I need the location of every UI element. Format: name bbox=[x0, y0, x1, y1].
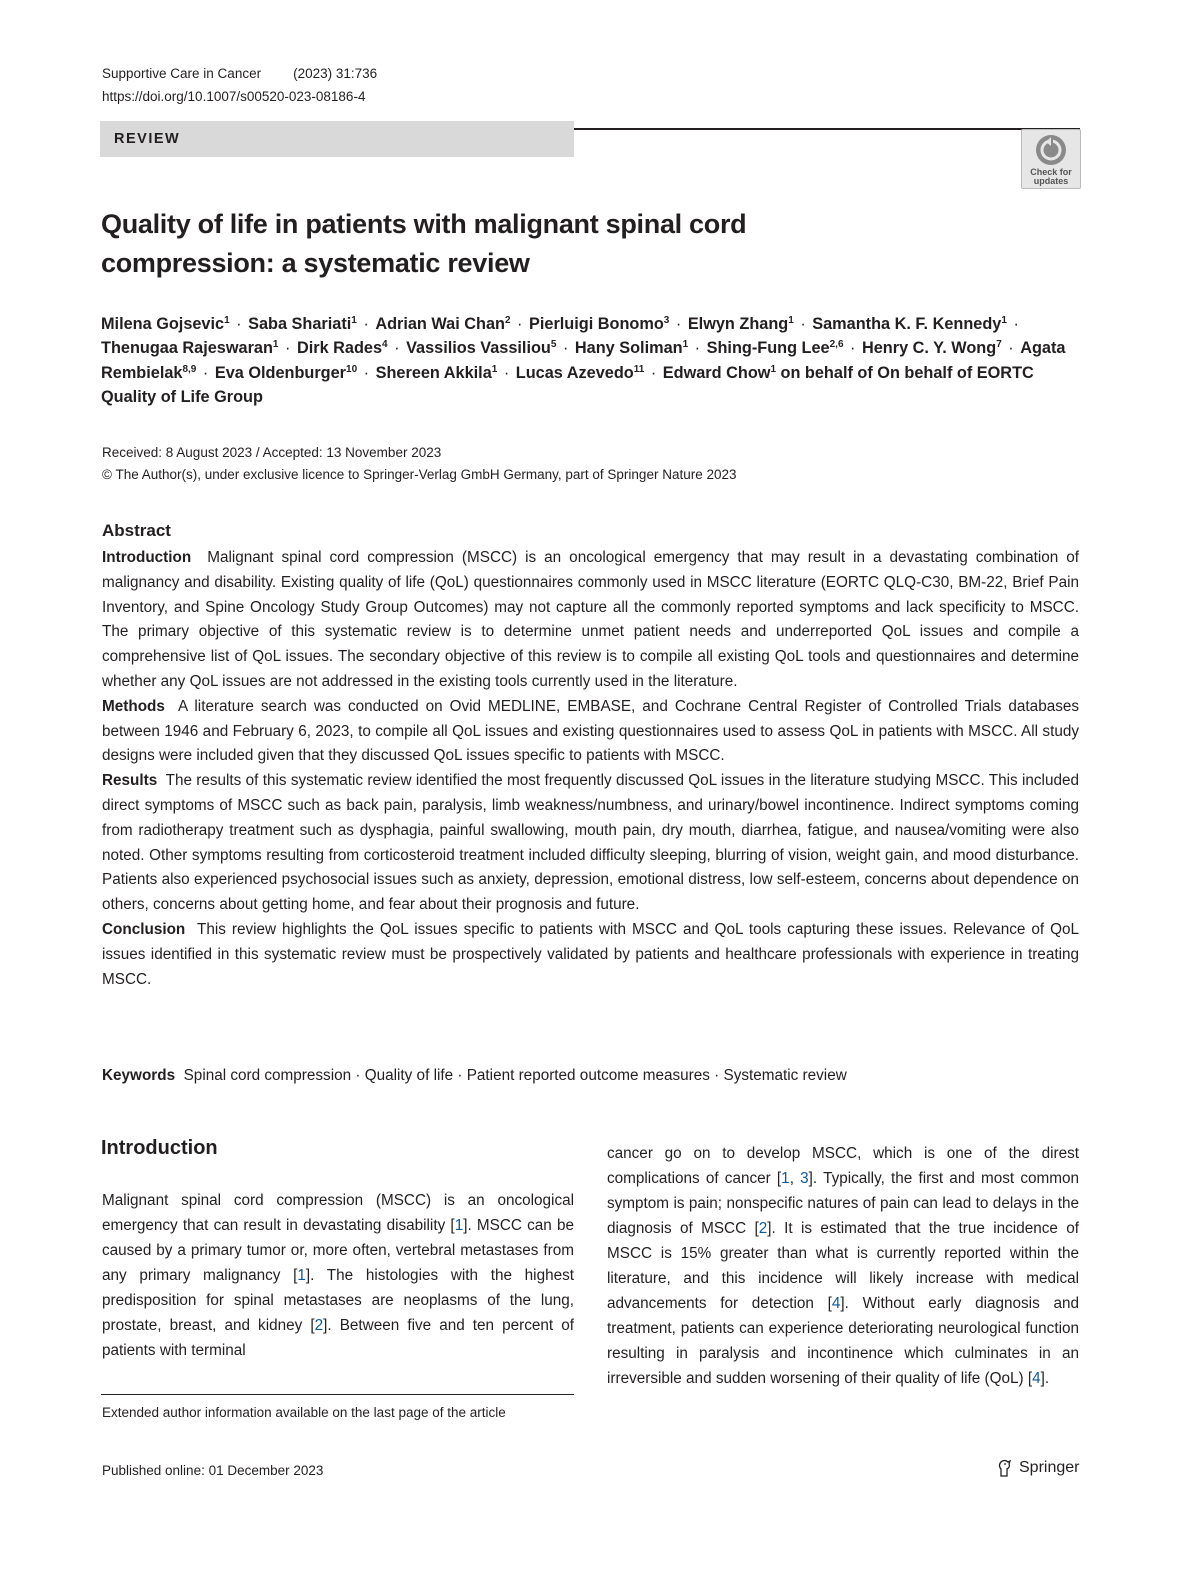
author-affiliation[interactable]: 1 bbox=[682, 339, 689, 351]
author-name[interactable]: Elwyn Zhang bbox=[687, 315, 789, 333]
author-name[interactable]: Samantha K. F. Kennedy bbox=[812, 315, 1002, 333]
body-text: ]. Typically, the first and most common symptom is pain; nonspecific natures of pain can lead to delays in the diagnosis of MSCC [ bbox=[607, 1170, 1080, 1237]
citation: (2023) 31:736 bbox=[293, 66, 378, 81]
author-separator: · bbox=[389, 339, 405, 358]
body-text: ]. MSCC can be caused by a primary tumor or, more often, vertebral metastases from any primary malignancy [ bbox=[102, 1217, 575, 1284]
abstract-results-label: Results bbox=[102, 772, 158, 790]
abstract-methods: Methods A literature search was conducted on Ovid MEDLINE, EMBASE, and Cochrane Central Register of Controlled Trials databases between 1946 and February 6, 2023, to compile all QoL issues and existing questionnaires used to assess QoL in patients with MSCC. All study designs were included given that they discussed QoL issues specific to patients with MSCC. bbox=[102, 697, 1080, 765]
author-affiliation[interactable]: 3 bbox=[663, 315, 670, 326]
citation-link[interactable]: 4 bbox=[1032, 1370, 1041, 1387]
abstract-body bbox=[102, 546, 1079, 992]
abstract-conclusion-label: Conclusion bbox=[102, 920, 186, 938]
author-affiliation[interactable]: 11 bbox=[633, 363, 645, 375]
author-affiliation[interactable]: 2 bbox=[504, 315, 511, 326]
author-separator: · bbox=[512, 315, 527, 333]
author-name[interactable]: Shing-Fung Lee bbox=[706, 339, 830, 358]
abstract-heading: Abstract bbox=[102, 521, 171, 540]
author-name[interactable]: Eva Oldenburger bbox=[214, 363, 347, 382]
title-line-2: compression: a systematic review bbox=[101, 248, 530, 278]
keywords-label: Keywords bbox=[102, 1067, 176, 1084]
published-date: Published online: 01 December 2023 bbox=[102, 1463, 324, 1478]
received-dates: Received: 8 August 2023 / Accepted: 13 November 2023 bbox=[102, 445, 442, 460]
author-name[interactable]: Pierluigi Bonomo bbox=[529, 315, 664, 333]
author-name[interactable]: Saba Shariati bbox=[248, 315, 352, 333]
citation-link[interactable]: 1 bbox=[297, 1267, 306, 1284]
body-text: ]. The histologies with the highest predisposition for spinal metastases are neoplasms of the lung, prostate, breast, and kidney [ bbox=[102, 1267, 574, 1334]
abstract-introduction: Introduction Malignant spinal cord compression (MSCC) is an oncological emergency that may result in a devastating combination of malignancy and disability. Existing quality of life (QoL) questionnaires commonly used in MSCC literature (EORTC QLQ-C30, BM-22, Brief Pain Inventory, and Spine Oncology Study Group Outcomes) may not capture all the commonly reported symptoms and lack specificity to MSCC. The primary objective of this systematic review is to determine unmet patient needs and underreported QoL issues and compile a comprehensive list of QoL issues. The secondary objective of this review is to compile all existing QoL tools and questionnaires and determine whether any QoL issues are not addressed in the existing tools currently used in the literature. bbox=[102, 549, 1079, 690]
article-title bbox=[101, 205, 861, 283]
abstract-methods-label: Methods bbox=[102, 697, 165, 715]
body-text: ]. bbox=[1040, 1370, 1050, 1387]
abstract-results: Results The results of this systematic review identified the most frequently discussed QoL issues in the literature studying MSCC. This included direct symptoms of MSCC such as back pain, paralysis, limb weakness/numbness, and urinary/bowel incontinence. Indirect symptoms coming from radiotherapy treatment such as dysphagia, painful swallowing, mouth pain, dry mouth, diarrhea, fatigue, and nausea/vomiting were also noted. Other symptoms resulting from corticosteroid treatment included difficulty sleeping, blurring of vision, weight gain, and mood disturbance. Patients also experienced psychosocial issues such as anxiety, depression, emotional distress, low self-esteem, concerns about dependence on others, concerns about getting home, and fear about their prognosis and future. bbox=[102, 772, 1079, 914]
author-affiliation[interactable]: 1 bbox=[770, 363, 776, 375]
citation-link[interactable]: 3 bbox=[800, 1170, 809, 1187]
header-rule bbox=[574, 128, 1080, 130]
refresh-icon bbox=[1034, 133, 1068, 167]
author-separator: · bbox=[845, 339, 860, 358]
author-name[interactable]: Shereen Akkila bbox=[375, 363, 492, 382]
abstract-conclusion: Conclusion This review highlights the QoL issues specific to patients with MSCC and QoL tools capturing these issues. Relevance of QoL issues identified in this systematic review must be prospectively validated by patients and healthcare professionals with experience in treating MSCC. bbox=[102, 920, 1079, 988]
author-name[interactable]: Lucas Azevedo bbox=[515, 363, 634, 382]
body-text: Malignant spinal cord compression (MSCC) is an oncological emergency that can result in devastating disability [ bbox=[102, 1192, 574, 1234]
author-separator: · bbox=[499, 363, 514, 382]
author-separator: · bbox=[198, 363, 213, 382]
citation-link[interactable]: 2 bbox=[758, 1220, 768, 1237]
citation-link[interactable]: 1 bbox=[454, 1217, 464, 1234]
author-affiliation[interactable]: 10 bbox=[346, 363, 358, 375]
keywords bbox=[102, 1067, 847, 1085]
author-affiliation[interactable]: 1 bbox=[351, 315, 357, 326]
introduction-column-1 bbox=[102, 1188, 574, 1363]
journal-name: Supportive Care in Cancer bbox=[102, 66, 262, 81]
author-separator: · bbox=[690, 339, 705, 358]
author-separator: · bbox=[358, 315, 374, 333]
author-separator: · bbox=[1008, 315, 1019, 333]
author-separator: · bbox=[280, 339, 295, 358]
citation-link[interactable]: 4 bbox=[831, 1295, 841, 1312]
author-name[interactable]: Dirk Rades bbox=[296, 339, 383, 358]
author-affiliation[interactable]: 4 bbox=[382, 339, 388, 351]
author-name[interactable]: Milena Gojsevic bbox=[101, 315, 225, 333]
introduction-heading: Introduction bbox=[101, 1137, 218, 1159]
body-text: cancer go on to develop MSCC, which is one of the direst complications of cancer [ bbox=[607, 1145, 1079, 1187]
author-affiliation[interactable]: 2,6 bbox=[829, 339, 844, 351]
body-text: , bbox=[789, 1170, 801, 1187]
author-affiliation[interactable]: 1 bbox=[1001, 315, 1007, 326]
springer-horse-icon bbox=[995, 1458, 1015, 1478]
abstract-intro-label: Introduction bbox=[102, 549, 192, 566]
author-separator: · bbox=[1003, 339, 1019, 358]
article-type-label: REVIEW bbox=[114, 131, 181, 147]
body-text: ]. Between five and ten percent of patients with terminal bbox=[102, 1317, 575, 1359]
author-separator: · bbox=[558, 339, 573, 358]
author-name[interactable]: Vassilios Vassiliou bbox=[406, 339, 551, 358]
author-separator: · bbox=[359, 363, 374, 382]
author-affiliation[interactable]: 1 bbox=[224, 315, 230, 326]
author-name[interactable]: Adrian Wai Chan bbox=[375, 315, 505, 333]
author-separator: · bbox=[231, 315, 247, 333]
author-affiliation[interactable]: 7 bbox=[996, 339, 1002, 351]
footnote: Extended author information available on the last page of the article bbox=[102, 1405, 506, 1420]
check-for-updates-label: Check for updates bbox=[1030, 167, 1072, 186]
author-name[interactable]: Henry C. Y. Wong bbox=[861, 339, 997, 358]
footnote-rule bbox=[101, 1394, 574, 1395]
author-name[interactable]: Edward Chow bbox=[662, 363, 771, 382]
author-group: on behalf of On behalf of EORTC Quality of Life Group bbox=[101, 363, 1034, 406]
title-line-1: Quality of life in patients with malignant spinal cord bbox=[101, 209, 747, 239]
author-affiliation[interactable]: 1 bbox=[788, 315, 794, 326]
author-name[interactable]: Hany Soliman bbox=[574, 339, 683, 358]
citation-link[interactable]: 2 bbox=[314, 1317, 324, 1334]
author-name[interactable]: Agata Rembielak bbox=[101, 339, 1066, 382]
body-text: ]. Without early diagnosis and treatment, patients can experience deteriorating neurological function resulting in paralysis and incontinence which culminates in an irreversible and sudden worsening of their quality of life (QoL) [ bbox=[607, 1295, 1079, 1387]
publisher-logo bbox=[995, 1458, 1079, 1478]
body-text: ]. It is estimated that the true incidence of MSCC is 15% greater than what is currently reported within the literature, and this incidence will likely increase with medical advancements for detection [ bbox=[607, 1220, 1079, 1312]
author-affiliation[interactable]: 5 bbox=[550, 339, 557, 351]
author-affiliation[interactable]: 1 bbox=[272, 339, 279, 351]
keywords-text: Spinal cord compression · Quality of life · Patient reported outcome measures · Systematic review bbox=[183, 1067, 847, 1084]
author-separator: · bbox=[646, 363, 661, 382]
doi-link[interactable]: https://doi.org/10.1007/s00520-023-08186-4 bbox=[102, 89, 366, 104]
author-list bbox=[101, 312, 1086, 409]
citation-link[interactable]: 1 bbox=[781, 1170, 790, 1187]
check-for-updates-button[interactable] bbox=[1021, 129, 1081, 189]
journal-header bbox=[102, 66, 377, 81]
publisher-name: Springer bbox=[1019, 1459, 1080, 1476]
introduction-column-2 bbox=[607, 1141, 1079, 1391]
author-name[interactable]: Thenugaa Rajeswaran bbox=[101, 339, 273, 358]
copyright-notice: © The Author(s), under exclusive licence to Springer-Verlag GmbH Germany, part of Springer Nature 2023 bbox=[102, 467, 737, 482]
author-affiliation[interactable]: 1 bbox=[491, 363, 498, 375]
author-separator: · bbox=[671, 315, 686, 333]
author-affiliation[interactable]: 8,9 bbox=[182, 363, 197, 375]
author-separator: · bbox=[795, 315, 811, 333]
